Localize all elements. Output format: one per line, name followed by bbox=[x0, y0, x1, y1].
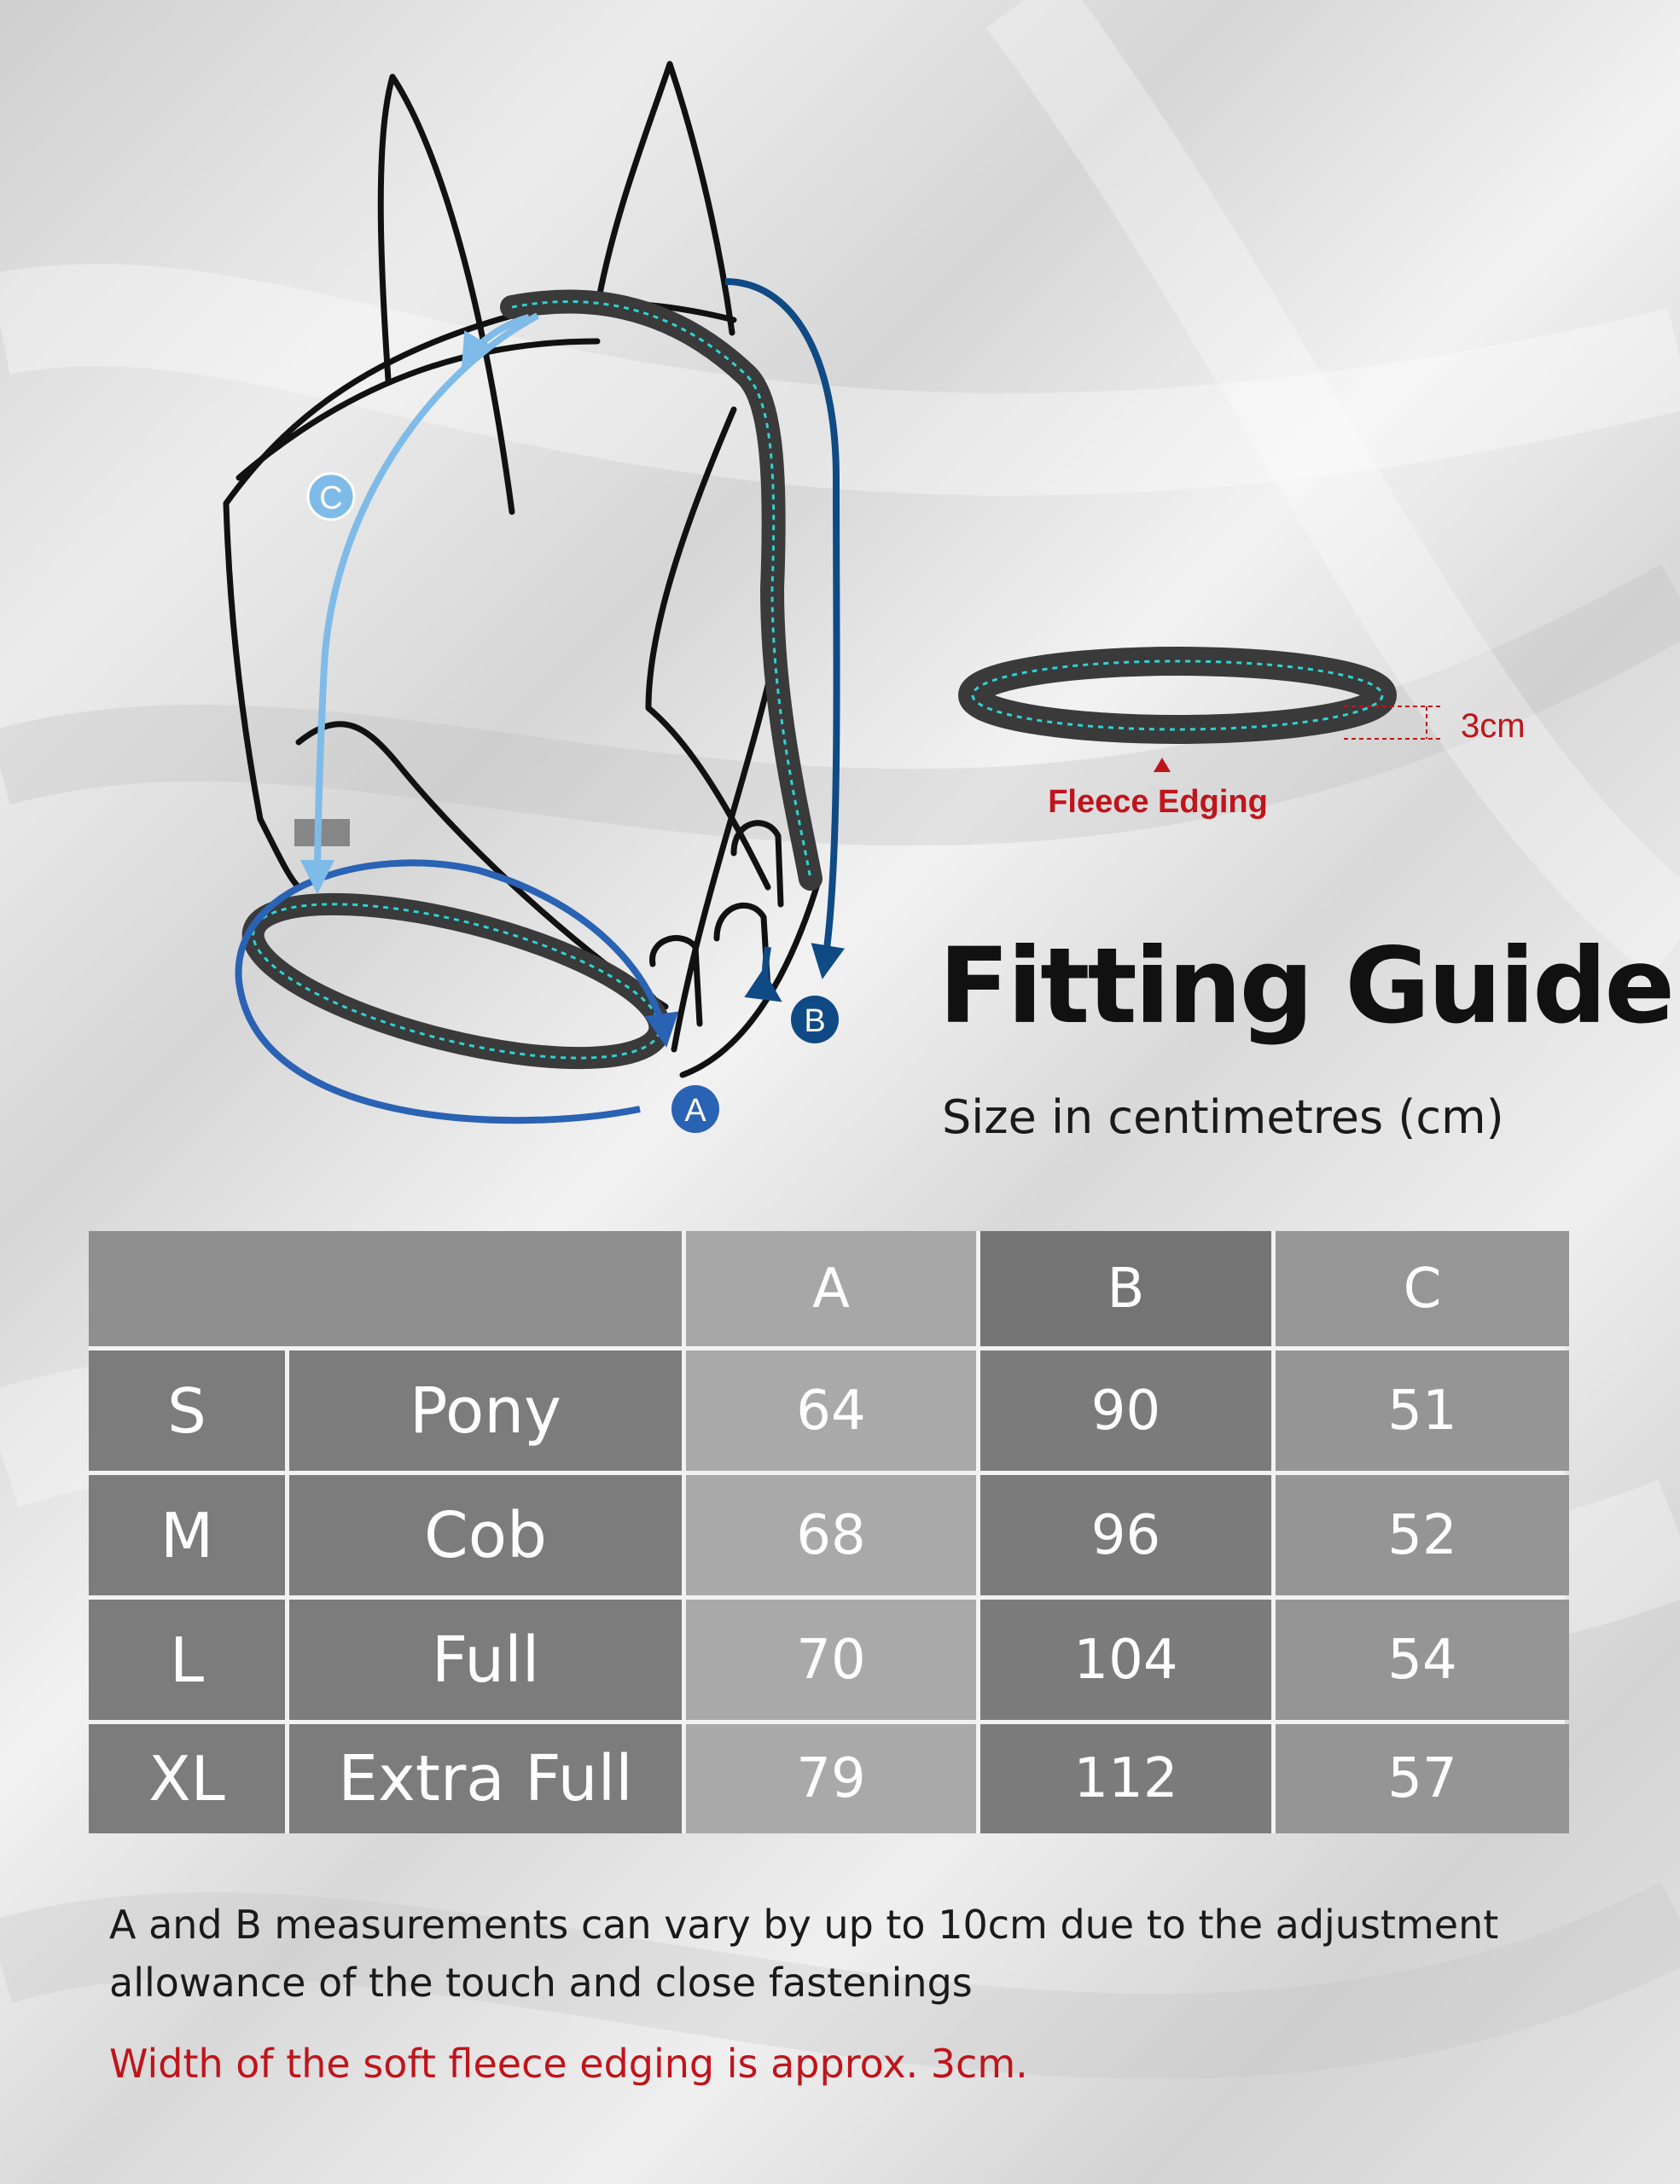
adjustment-note: A and B measurements can vary by up to 10cm due to the adjustment allowance of the touch and close fastenings bbox=[109, 1902, 1499, 2006]
table-header-blank bbox=[89, 1231, 682, 1346]
table-cell-c: 54 bbox=[1276, 1600, 1569, 1720]
table-header-c: C bbox=[1276, 1231, 1569, 1346]
table-cell-c: 52 bbox=[1276, 1475, 1569, 1595]
table-cell-size: L bbox=[89, 1600, 285, 1720]
mask-outline bbox=[226, 64, 819, 1075]
fleece-edging-label: Fleece Edging bbox=[1048, 784, 1268, 820]
table-cell-size: M bbox=[89, 1475, 285, 1595]
table-cell-name: Pony bbox=[289, 1350, 682, 1471]
table-cell-c: 51 bbox=[1276, 1350, 1569, 1471]
page-title: Fitting Guide bbox=[939, 926, 1673, 1047]
fleece-width-note: Width of the soft fleece edging is approx. 3cm. bbox=[109, 2041, 1028, 2087]
label-c: C bbox=[319, 480, 343, 516]
table-cell-b: 90 bbox=[980, 1350, 1271, 1471]
table-cell-name: Extra Full bbox=[289, 1724, 682, 1833]
table-cell-b: 104 bbox=[980, 1600, 1271, 1720]
fleece-pointer-icon bbox=[1154, 758, 1171, 772]
table-cell-b: 96 bbox=[980, 1475, 1271, 1595]
table-cell-c: 57 bbox=[1276, 1724, 1569, 1833]
label-a: A bbox=[684, 1093, 706, 1129]
measure-3cm-label: 3cm bbox=[1461, 707, 1526, 745]
table-cell-size: XL bbox=[89, 1724, 285, 1833]
table-cell-a: 70 bbox=[686, 1600, 976, 1720]
fleece-face-edge bbox=[512, 301, 811, 879]
brand-logo bbox=[294, 819, 350, 846]
table-cell-b: 112 bbox=[980, 1724, 1271, 1833]
table-cell-name: Full bbox=[289, 1600, 682, 1720]
page-subtitle: Size in centimetres (cm) bbox=[942, 1090, 1504, 1144]
table-cell-size: S bbox=[89, 1350, 285, 1471]
table-cell-name: Cob bbox=[289, 1475, 682, 1595]
table-cell-a: 79 bbox=[686, 1724, 976, 1833]
label-b: B bbox=[804, 1003, 826, 1039]
table-header-a: A bbox=[686, 1231, 976, 1346]
table-cell-a: 68 bbox=[686, 1475, 976, 1595]
size-table bbox=[89, 1231, 1565, 1833]
table-cell-a: 64 bbox=[686, 1350, 976, 1471]
table-header-b: B bbox=[980, 1231, 1271, 1346]
